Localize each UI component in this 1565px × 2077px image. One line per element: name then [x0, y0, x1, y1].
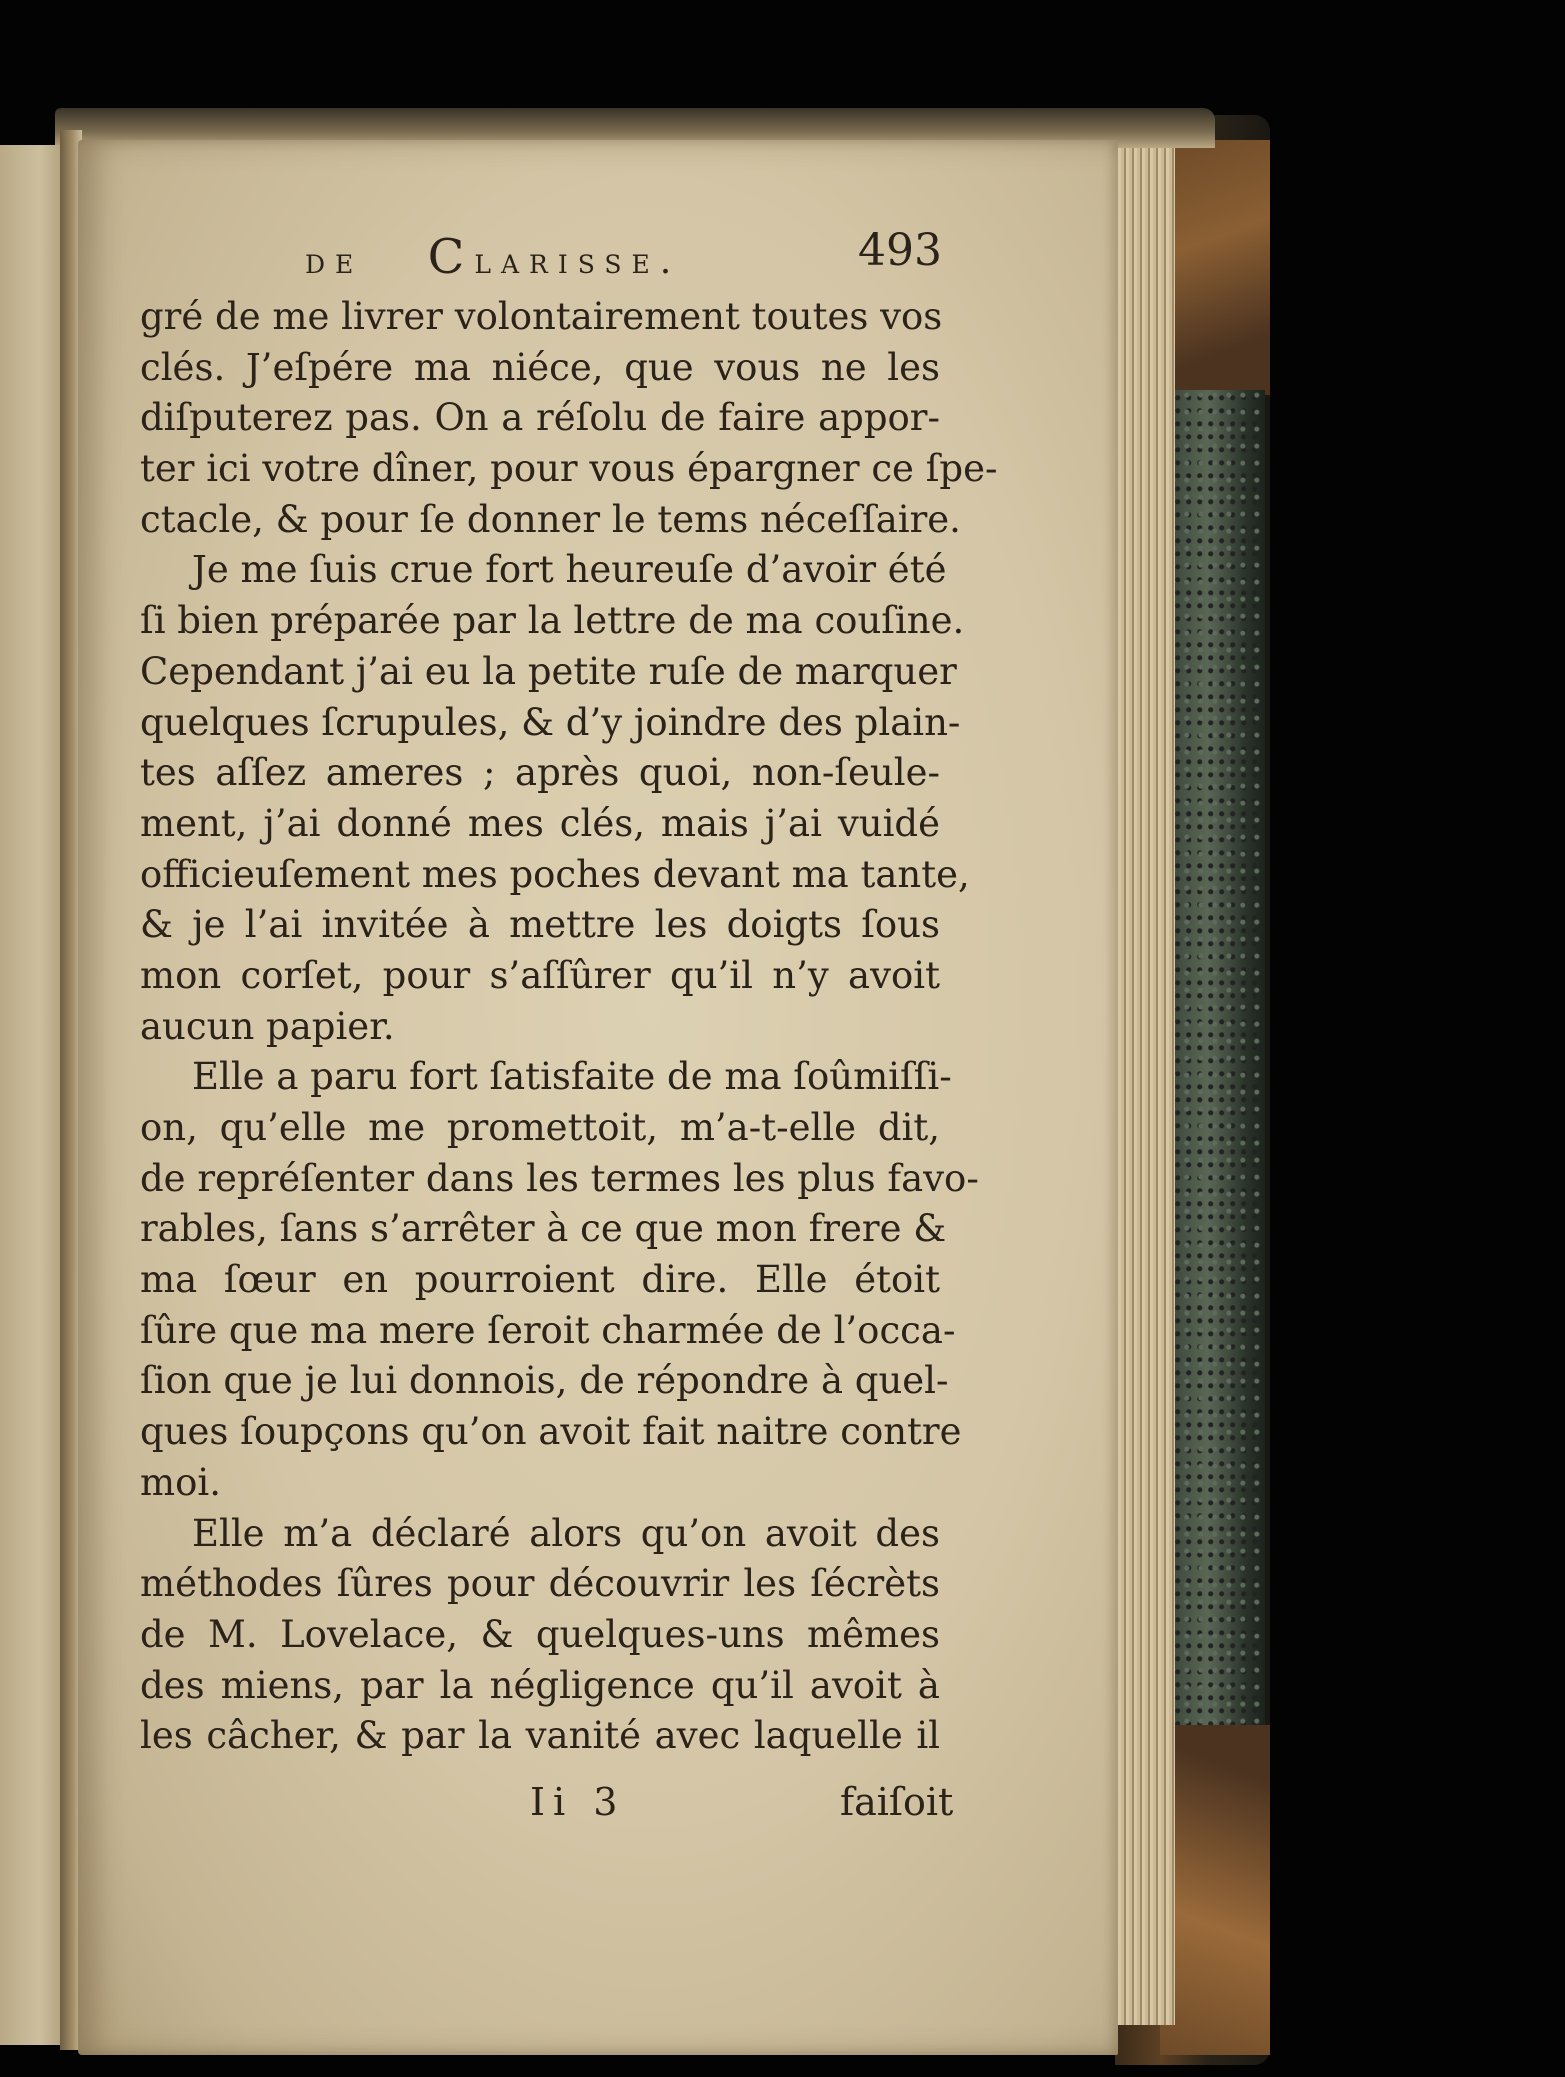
text-line: rables, ſans s’arrêter à ce que mon frere & [140, 1207, 947, 1251]
text-line: ſion que je lui donnois, de répondre à quel- [140, 1359, 949, 1403]
catchword: faiſoit [840, 1780, 954, 1824]
text-line: officieuſement mes poches devant ma tante, [140, 852, 970, 896]
page-number: 493 [858, 225, 942, 276]
text-line: ma ſœur en pourroient dire. Elle étoit [140, 1258, 940, 1302]
running-head-title: larisse. [474, 241, 682, 282]
leather-corner-bottom [1160, 1725, 1270, 2055]
text-line: diſputerez pas. On a réſolu de faire appor- [140, 396, 940, 440]
running-head [305, 229, 681, 285]
text-line: gré de me livrer volontairement toutes vos [140, 295, 943, 338]
signature-mark: Ii 3 [530, 1780, 626, 1824]
text-line: ment, j’ai donné mes clés, mais j’ai vuidé [140, 801, 940, 845]
text-line: Cependant j’ai eu la petite ruſe de marquer [140, 649, 957, 693]
running-head-initial: C [427, 229, 475, 285]
text-line: ſi bien préparée par la lettre de ma couſine. [140, 599, 965, 643]
text-line: mon corſet, pour s’aſſûrer qu’il n’y avoit [140, 953, 940, 997]
text-line: quelques ſcrupules, & d’y joindre des plain- [140, 700, 961, 744]
text-line: les câcher, & par la vanité avec laquelle il [140, 1714, 940, 1758]
paragraph-start-line: Elle m’a déclaré alors qu’on avoit des [192, 1511, 940, 1555]
text-line: tes aſſez ameres ; après quoi, non-ſeule- [140, 751, 940, 795]
paragraph-start-line: Je me ſuis crue fort heureuſe d’avoir été [192, 548, 947, 592]
text-line: de repréſenter dans les termes les plus favo- [140, 1156, 979, 1200]
text-line: ques ſoupçons qu’on avoit fait naitre contre [140, 1410, 962, 1454]
body-text [140, 292, 998, 1762]
text-line: & je l’ai invitée à mettre les doigts ſous [140, 903, 940, 947]
text-line: des miens, par la négligence qu’il avoit à [140, 1663, 940, 1707]
text-line: ctacle, & pour ſe donner le tems néceſſaire. [140, 497, 961, 541]
text-line: clés. J’eſpére ma niéce, que vous ne les [140, 345, 940, 389]
text-line: aucun papier. [140, 1004, 395, 1048]
text-line: ſûre que ma mere ſeroit charmée de l’occa- [140, 1308, 956, 1352]
text-line: ter ici votre dîner, pour vous épargner ce ſpe- [140, 447, 998, 491]
text-line: on, qu’elle me promettoit, m’a-t-elle dit, [140, 1106, 940, 1149]
text-line: moi. [140, 1460, 221, 1504]
leather-corner-top [1160, 140, 1270, 395]
marbled-board [1170, 390, 1265, 1730]
running-head-prefix: de [305, 241, 364, 282]
text-line: méthodes ſûres pour découvrir les ſécrèts [140, 1562, 940, 1606]
paragraph-start-line: Elle a paru fort ſatisfaite de ma ſoûmiſſi- [192, 1055, 952, 1099]
text-line: de M. Lovelace, & quelques-uns mêmes [140, 1612, 940, 1656]
